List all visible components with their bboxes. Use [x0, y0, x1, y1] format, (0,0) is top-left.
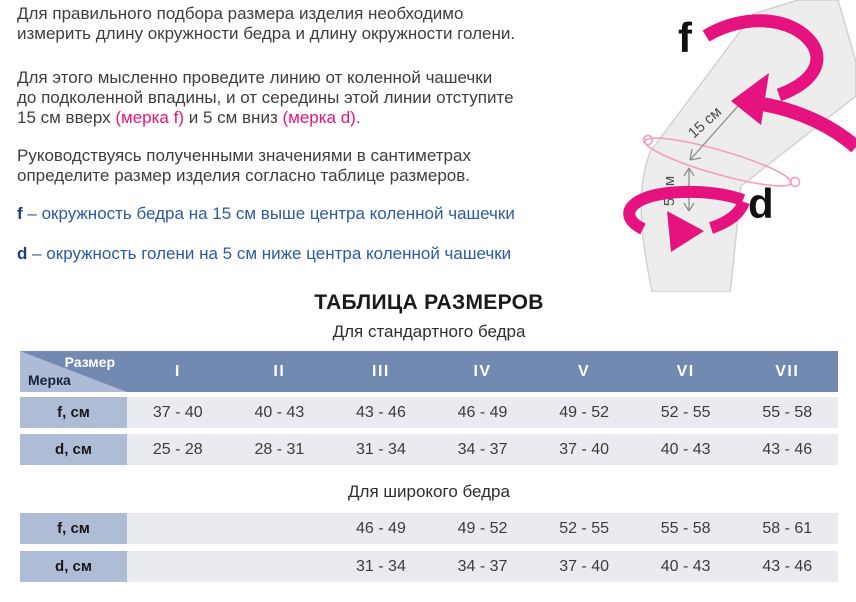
size-cell: 55 - 58 — [635, 513, 737, 544]
text-line: Для этого мысленно проведите линию от коленной чашечки — [17, 68, 493, 87]
column-header-V: V — [578, 362, 591, 380]
size-cell: 46 - 49 — [330, 513, 432, 544]
size-cell: 31 - 34 — [330, 434, 432, 465]
table-row-wide-d — [20, 551, 838, 582]
text-line: до подколенной впадины, и от середины этой линии отступите — [17, 88, 514, 107]
column-header-III: III — [372, 362, 390, 380]
size-cell: 58 - 61 — [736, 513, 838, 544]
size-cell: 31 - 34 — [330, 551, 432, 582]
column-header-II: II — [273, 362, 286, 380]
size-cell: 34 - 37 — [432, 551, 534, 582]
text-segment: и 5 см вниз — [184, 108, 283, 127]
size-table-header — [20, 351, 838, 392]
size-cell: 52 - 55 — [635, 397, 737, 428]
column-header-VII: VII — [775, 362, 800, 380]
measure-f-text: – окружность бедра на 15 см выше центра коленной чашечки — [27, 204, 515, 223]
size-cell: 55 - 58 — [736, 397, 838, 428]
measure-d-letter: d — [17, 244, 28, 263]
caption-standard-thigh: Для стандартного бедра — [332, 322, 526, 341]
size-cell — [127, 551, 229, 582]
size-cell: 37 - 40 — [127, 397, 229, 428]
size-cell: 43 - 46 — [736, 551, 838, 582]
measure-5cm-label: 5 см — [661, 175, 678, 207]
size-cell: 46 - 49 — [432, 397, 534, 428]
size-cell: 40 - 43 — [635, 434, 737, 465]
size-cell: 52 - 55 — [533, 513, 635, 544]
row-label: f, см — [20, 513, 127, 544]
size-cell: 43 - 46 — [736, 434, 838, 465]
size-cell: 25 - 28 — [127, 434, 229, 465]
row-label: f, см — [20, 397, 127, 428]
size-cell: 49 - 52 — [432, 513, 534, 544]
table-row-standard-d — [20, 434, 838, 465]
size-cell — [127, 513, 229, 544]
table-row-standard-f — [20, 397, 838, 428]
caption-wide-thigh: Для широкого бедра — [348, 482, 510, 501]
text-line: Руководствуясь полученными значениями в сантиметрах — [17, 146, 471, 165]
header-corner-cell — [20, 351, 127, 392]
size-cell: 37 - 40 — [533, 551, 635, 582]
column-header-VI: VI — [676, 362, 695, 380]
size-cell: 34 - 37 — [432, 434, 534, 465]
corner-measure-label: Мерка — [28, 372, 71, 388]
row-label: d, см — [20, 551, 127, 582]
column-header-IV: IV — [473, 362, 492, 380]
mark-f-highlight: (мерка f) — [115, 108, 184, 127]
corner-size-label: Размер — [64, 354, 115, 370]
measure-15cm-label: 15 см — [684, 103, 726, 142]
size-cell: 49 - 52 — [533, 397, 635, 428]
row-label: d, см — [20, 434, 127, 465]
diagram-label-f: f — [678, 14, 692, 61]
size-cell: 40 - 43 — [229, 397, 331, 428]
column-header-I: I — [174, 362, 181, 380]
text-segment: 15 см вверх — [17, 108, 116, 127]
table-row-wide-f — [20, 513, 838, 544]
text-line: определите размер изделия согласно таблице размеров. — [17, 166, 470, 185]
measure-f-letter: f — [17, 204, 23, 223]
size-table-title: ТАБЛИЦА РАЗМЕРОВ — [314, 291, 544, 314]
text-line: Для правильного подбора размера изделия необходимо — [17, 4, 464, 23]
size-cell: 28 - 31 — [229, 434, 331, 465]
measure-d-text: – окружность голени на 5 см ниже центра коленной чашечки — [32, 244, 512, 263]
diagram-label-d: d — [748, 180, 774, 227]
size-cell: 37 - 40 — [533, 434, 635, 465]
mark-d-highlight: (мерка d). — [282, 108, 361, 127]
size-cell: 40 - 43 — [635, 551, 737, 582]
size-cell — [229, 551, 331, 582]
text-line: измерить длину окружности бедра и длину окружности голени. — [17, 24, 516, 43]
size-cell — [229, 513, 331, 544]
size-table-section — [20, 0, 838, 602]
size-cell: 43 - 46 — [330, 397, 432, 428]
